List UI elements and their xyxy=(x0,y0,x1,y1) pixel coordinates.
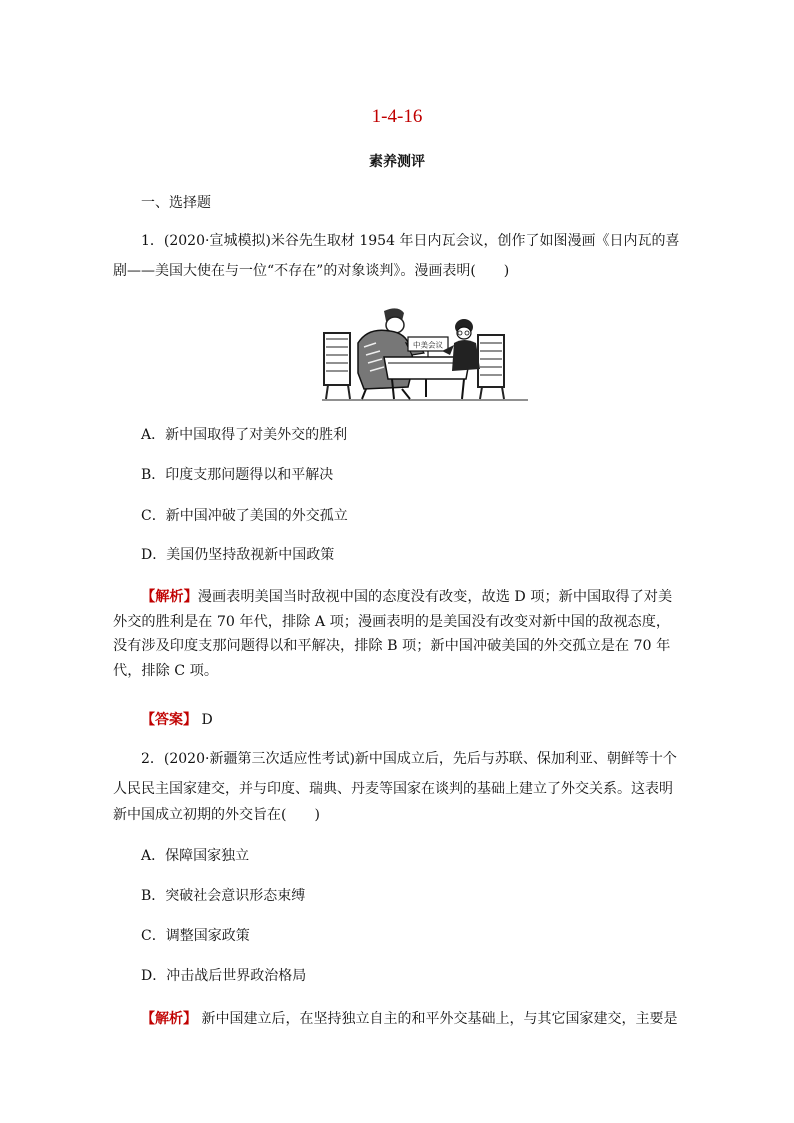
q2-analysis-tag: 【解析】 xyxy=(141,1011,197,1027)
q1-stem-line1: 1．(2020·宣城模拟)米谷先生取材 1954 年日内瓦会议，创作了如图漫画《日内瓦的喜 xyxy=(141,233,680,249)
q1-answer-value: D xyxy=(201,712,213,728)
q2-option-c: C．调整国家政策 xyxy=(141,928,250,944)
document-code: 1-4-16 xyxy=(371,106,423,127)
q1-analysis xyxy=(113,585,683,683)
page-subtitle: 素养测评 xyxy=(369,154,425,170)
q1-answer xyxy=(141,708,716,732)
q1-option-b: B．印度支那问题得以和平解决 xyxy=(141,467,334,483)
q1-option-a: A．新中国取得了对美外交的胜利 xyxy=(141,427,348,443)
section-title: 一、选择题 xyxy=(141,195,211,211)
q1-option-c: C．新中国冲破了美国的外交孤立 xyxy=(141,508,348,524)
ambassador-figure xyxy=(358,308,424,399)
meeting-sign-text: 中美会议 xyxy=(413,340,443,350)
q2-stem-line2: 人民民主国家建交，并与印度、瑞典、丹麦等国家在谈判的基础上建立了外交关系。这表明 xyxy=(113,781,673,797)
q1-option-d: D．美国仍坚持敌视新中国政策 xyxy=(141,547,335,563)
q2-analysis-text: 新中国建立后，在坚持独立自主的和平外交基础上，与其它国家建交，主要是 xyxy=(201,1011,678,1027)
q1-analysis-tag: 【解析】 xyxy=(141,589,198,605)
q1-analysis-text: 漫画表明美国当时敌视中国的态度没有改变，故选 D 项；新中国取得了对美外交的胜利是在 70 年代，排除 A 项；漫画表明的是美国没有改变对新中国的敌视态度，没有涉及印度支那问题得以和平解决，排除 B 项；新中国冲破美国的外交孤立是在 70 年代，排除 C 项。 xyxy=(113,589,673,679)
right-chair xyxy=(478,335,504,399)
q1-answer-tag: 【答案】 xyxy=(141,712,197,728)
q2-option-a: A．保障国家独立 xyxy=(141,848,250,864)
geneva-cartoon-image xyxy=(318,303,532,401)
left-chair xyxy=(324,333,350,385)
q2-stem-line1: 2．(2020·新疆第三次适应性考试)新中国成立后，先后与苏联、保加利亚、朝鲜等十个 xyxy=(141,751,677,767)
q2-option-d: D．冲击战后世界政治格局 xyxy=(141,968,307,984)
q2-option-b: B．突破社会意识形态束缚 xyxy=(141,888,306,904)
q2-analysis xyxy=(141,1007,716,1031)
q1-stem-line2: 剧——美国大使在与一位“不存在”的对象谈判》。漫画表明( ) xyxy=(113,263,510,279)
q2-stem-line3: 新中国成立初期的外交旨在( ) xyxy=(113,807,320,823)
